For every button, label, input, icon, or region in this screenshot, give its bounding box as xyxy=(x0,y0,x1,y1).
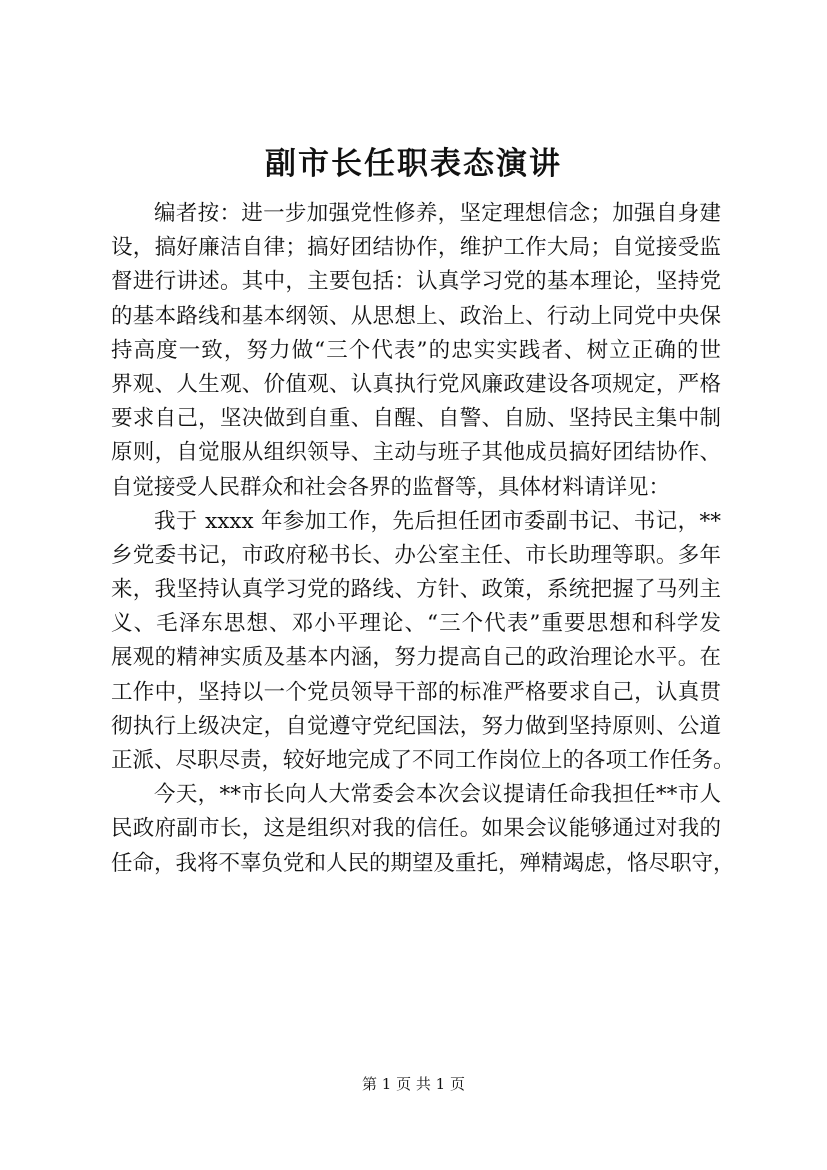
text-line: 展观的精神实质及基本内涵，努力提高自己的政治理论水平。在 xyxy=(111,645,721,671)
paragraph-3 xyxy=(111,778,735,881)
text-line: 原则，自觉服从组织领导、主动与班子其他成员搞好团结协作、 xyxy=(111,440,721,466)
text-line: 编者按：进一步加强党性修养，坚定理想信念；加强自身建 xyxy=(154,201,721,226)
text-line: 民政府副市长，这是组织对我的信任。如果会议能够通过对我的 xyxy=(111,816,721,842)
text-line: 任命，我将不辜负党和人民的期望及重托，殚精竭虑，恪尽职守， xyxy=(111,850,735,876)
page-footer: 第 1 页 共 1 页 xyxy=(362,1075,465,1093)
text-line: 乡党委书记，市政府秘书长、办公室主任、市长助理等职。多年 xyxy=(111,542,721,568)
text-line: 界观、人生观、价值观、认真执行党风廉政建设各项规定，严格 xyxy=(111,371,721,397)
text-line: 持高度一致，努力做“三个代表”的忠实实践者、树立正确的世 xyxy=(111,337,721,363)
text-line: 正派、尽职尽责，较好地完成了不同工作岗位上的各项工作任务。 xyxy=(111,748,735,773)
text-line: 工作中，坚持以一个党员领导干部的标准严格要求自己，认真贯 xyxy=(111,679,721,705)
text-line: 彻执行上级决定，自觉遵守党纪国法，努力做到坚持原则、公道 xyxy=(111,713,721,739)
text-line: 来，我坚持认真学习党的路线、方针、政策，系统把握了马列主 xyxy=(111,577,721,603)
text-line: 义、毛泽东思想、邓小平理论、“三个代表”重要思想和科学发 xyxy=(111,611,721,637)
document-title: 副市长任职表态演讲 xyxy=(265,146,562,182)
text-line: 设，搞好廉洁自律；搞好团结协作，维护工作大局；自觉接受监 xyxy=(111,235,721,261)
text-line: 要求自己，坚决做到自重、自醒、自警、自励、坚持民主集中制 xyxy=(111,406,721,432)
text-line: 我于 xxxx 年参加工作，先后担任团市委副书记、书记，** xyxy=(154,508,721,534)
text-line: 督进行讲述。其中，主要包括：认真学习党的基本理论，坚持党 xyxy=(111,269,721,295)
text-line: 自觉接受人民群众和社会各界的监督等，具体材料请详见： xyxy=(111,474,671,500)
paragraph-2 xyxy=(111,505,735,779)
text-line: 今天，**市长向人大常委会本次会议提请任命我担任**市人 xyxy=(154,782,721,808)
paragraph-1 xyxy=(111,197,721,505)
document-body xyxy=(111,197,735,881)
text-line: 的基本路线和基本纲领、从思想上、政治上、行动上同党中央保 xyxy=(111,303,721,329)
